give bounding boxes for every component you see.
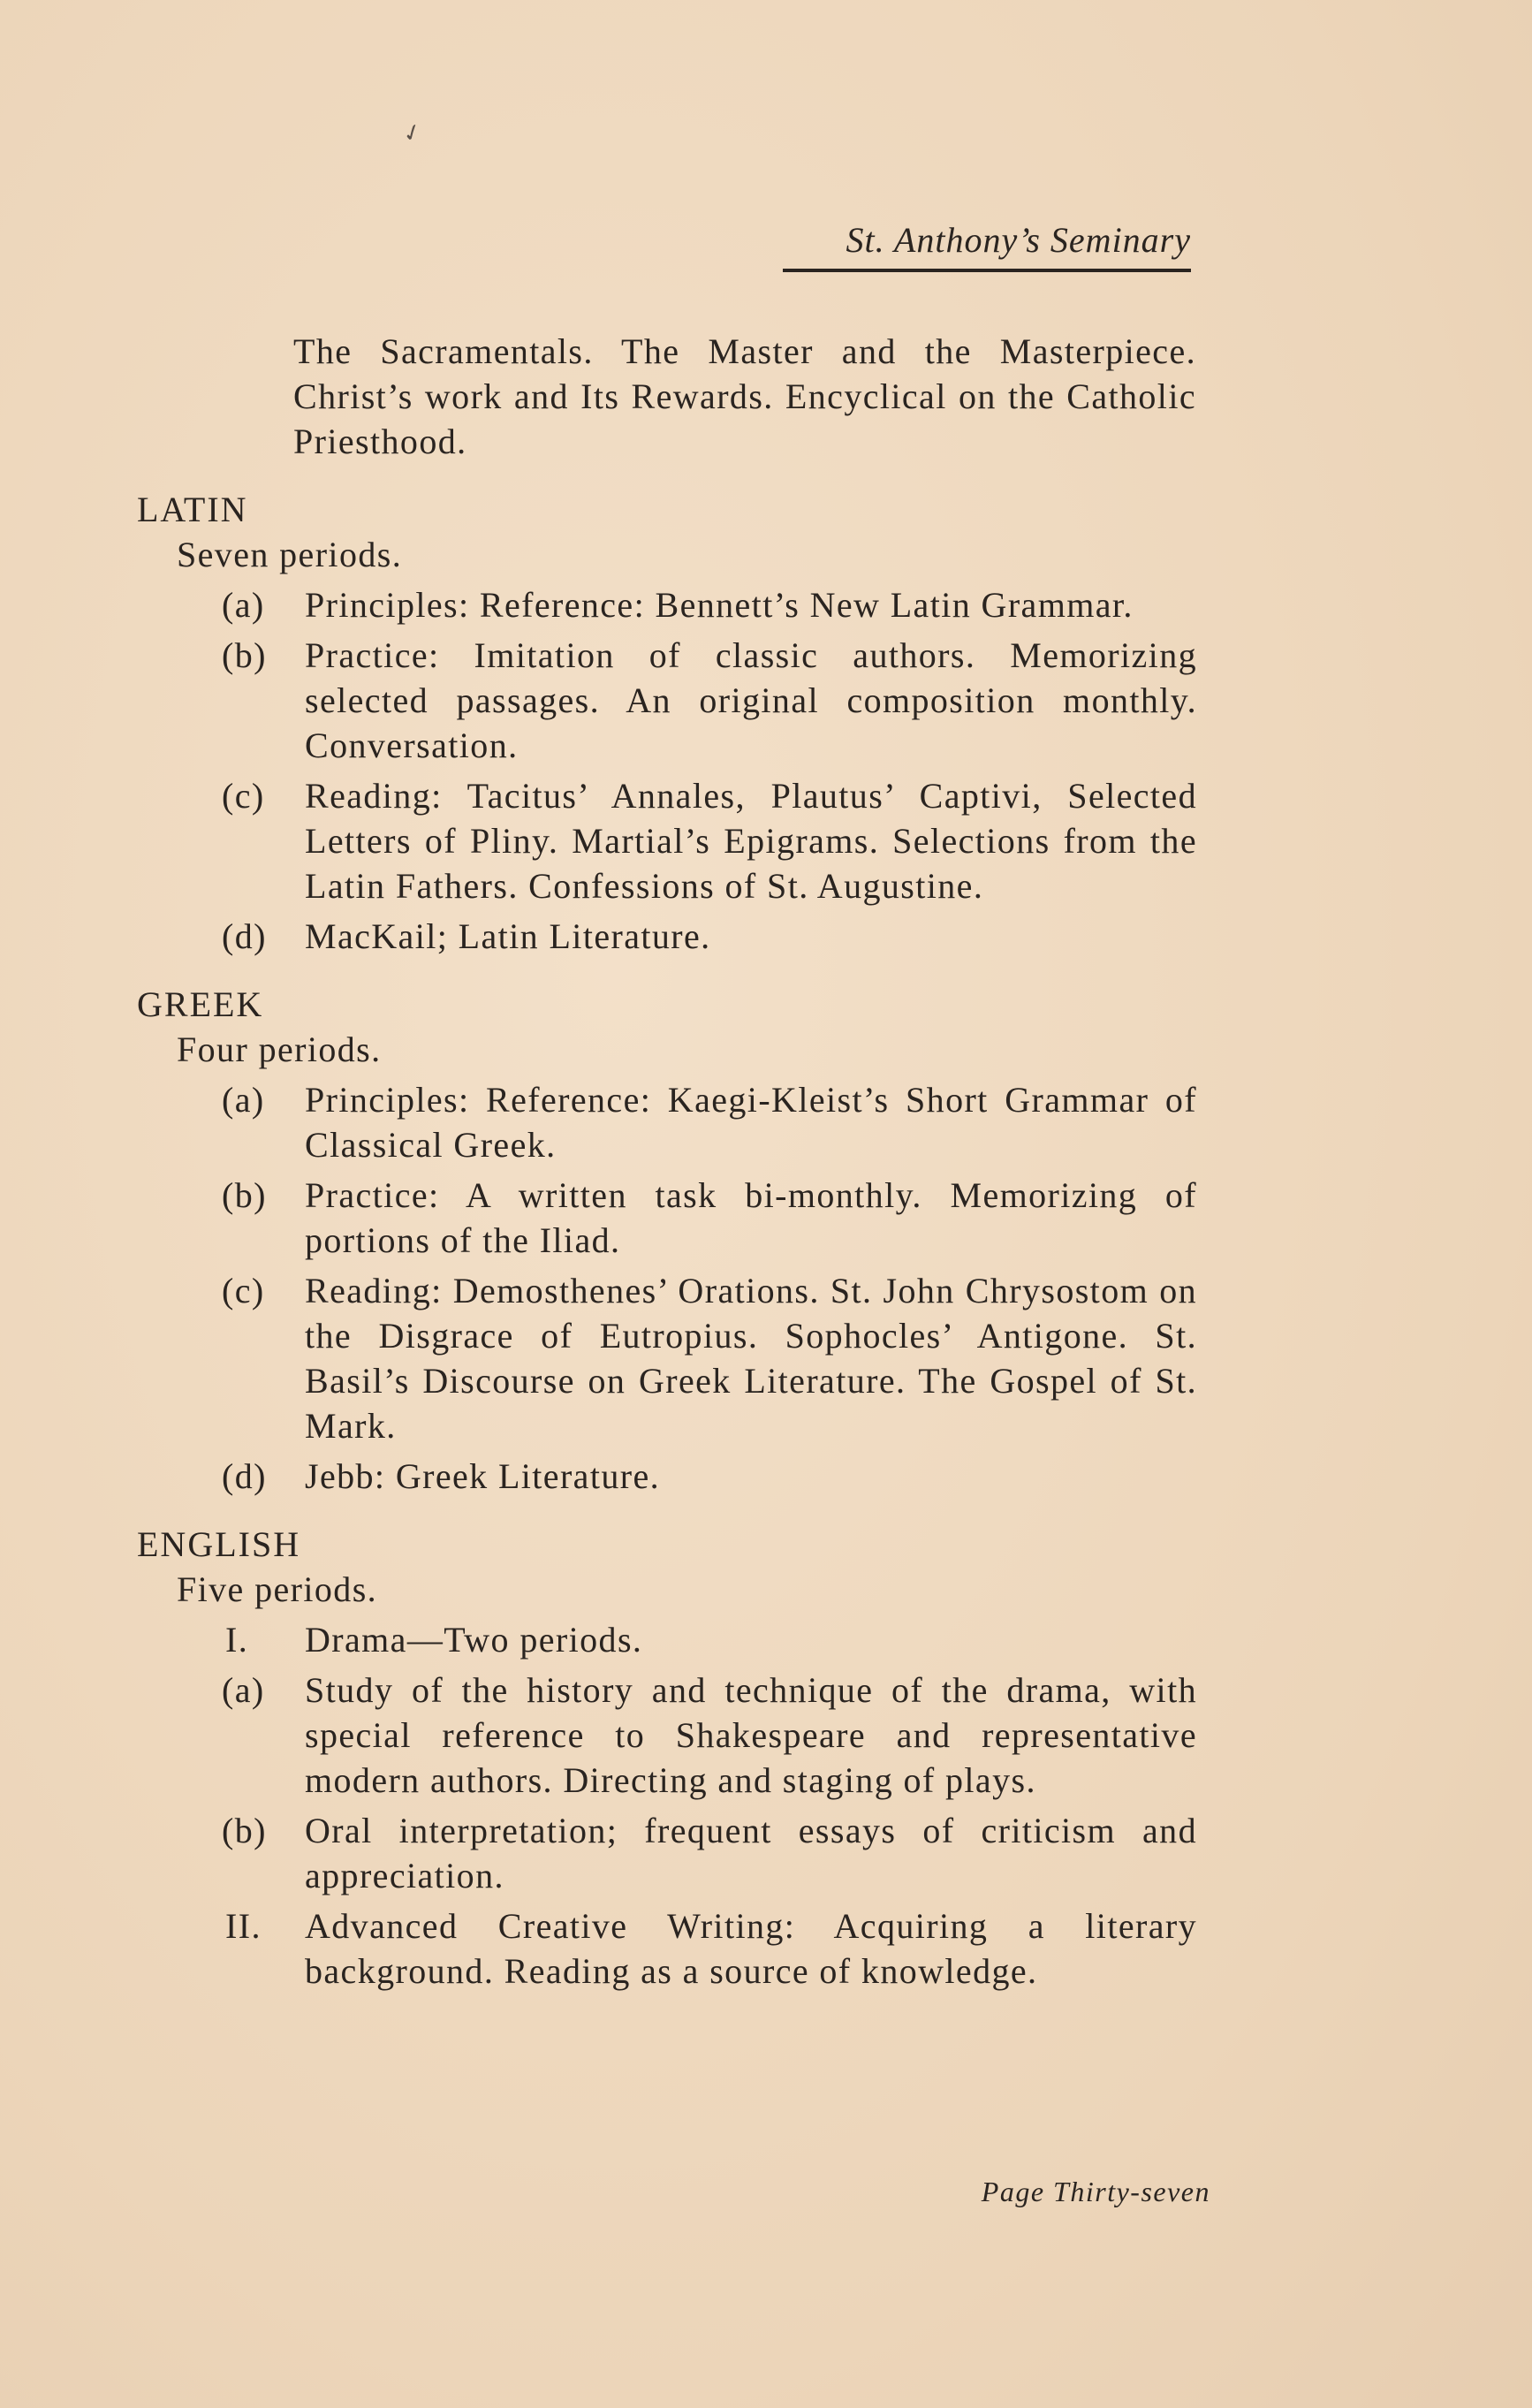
item-label: (b) bbox=[222, 1175, 267, 1215]
item-label: (c) bbox=[222, 776, 265, 816]
item-label: (c) bbox=[222, 1271, 265, 1310]
item-label: (a) bbox=[222, 585, 265, 625]
part-label: I. bbox=[225, 1620, 249, 1660]
greek-section bbox=[0, 982, 1532, 1499]
greek-item-c bbox=[222, 1268, 1197, 1448]
item-label: (d) bbox=[222, 1456, 267, 1496]
item-label: (b) bbox=[222, 635, 267, 675]
item-text: Study of the history and technique of the drama, with special reference to Shakespeare and representative modern authors. Directing and staging of plays. bbox=[305, 1670, 1197, 1800]
item-text: Practice: Imitation of classic authors. Memorizing selected passages. An original composition monthly. Conversation. bbox=[305, 635, 1197, 765]
item-text: Reading: Tacitus’ Annales, Plautus’ Captivi, Selected Letters of Pliny. Martial’s Epigrams. Selections from the Latin Fathers. Confessions of St. Augustine. bbox=[305, 776, 1197, 906]
part-text: Advanced Creative Writing: Acquiring a literary background. Reading as a source of knowledge. bbox=[305, 1906, 1197, 1991]
page-number: Page Thirty-seven bbox=[981, 2176, 1210, 2207]
latin-item-a bbox=[222, 582, 1197, 627]
english-item-a bbox=[222, 1667, 1197, 1803]
latin-item-b bbox=[222, 633, 1197, 768]
header-rule bbox=[783, 269, 1191, 272]
item-text: Practice: A written task bi-monthly. Memorizing of portions of the Iliad. bbox=[305, 1175, 1197, 1260]
latin-periods: Seven periods. bbox=[177, 535, 403, 574]
greek-item-a bbox=[222, 1077, 1197, 1167]
part-text: Drama—Two periods. bbox=[305, 1620, 643, 1660]
check-mark: ✓ bbox=[398, 118, 427, 149]
english-section bbox=[0, 1522, 1532, 1994]
english-part-two bbox=[225, 1903, 1197, 1994]
latin-title: LATIN bbox=[137, 490, 248, 529]
item-text: Jebb: Greek Literature. bbox=[305, 1456, 661, 1496]
item-text: Principles: Reference: Bennett’s New Latin Grammar. bbox=[305, 585, 1134, 625]
item-label: (b) bbox=[222, 1811, 267, 1850]
greek-title: GREEK bbox=[137, 984, 264, 1024]
body-text bbox=[0, 329, 1532, 1994]
latin-item-d bbox=[222, 914, 1197, 959]
intro-paragraph: The Sacramentals. The Master and the Masterpiece. Christ’s work and Its Rewards. Encyclical on the Catholic Priesthood. bbox=[293, 331, 1196, 461]
item-label: (a) bbox=[222, 1670, 265, 1710]
latin-item-c bbox=[222, 773, 1197, 908]
english-periods: Five periods. bbox=[177, 1569, 378, 1609]
greek-periods: Four periods. bbox=[177, 1029, 382, 1069]
item-text: Principles: Reference: Kaegi-Kleist’s Short Grammar of Classical Greek. bbox=[305, 1080, 1197, 1165]
greek-item-b bbox=[222, 1173, 1197, 1263]
running-head: St. Anthony’s Seminary bbox=[846, 220, 1191, 260]
greek-item-d bbox=[222, 1454, 1197, 1499]
english-item-b bbox=[222, 1808, 1197, 1898]
item-text: Oral interpretation; frequent essays of criticism and appreciation. bbox=[305, 1811, 1197, 1895]
item-text: Reading: Demosthenes’ Orations. St. John Chrysostom on the Disgrace of Eutropius. Sophocles’ Antigone. St. Basil’s Discourse on Greek Literature. The Gospel of St. Mark. bbox=[305, 1271, 1197, 1446]
part-label: II. bbox=[225, 1906, 262, 1946]
english-title: ENGLISH bbox=[137, 1524, 301, 1564]
english-part-one bbox=[225, 1617, 1197, 1662]
item-text: MacKail; Latin Literature. bbox=[305, 916, 711, 956]
item-label: (a) bbox=[222, 1080, 265, 1120]
latin-section bbox=[0, 487, 1532, 959]
item-label: (d) bbox=[222, 916, 267, 956]
